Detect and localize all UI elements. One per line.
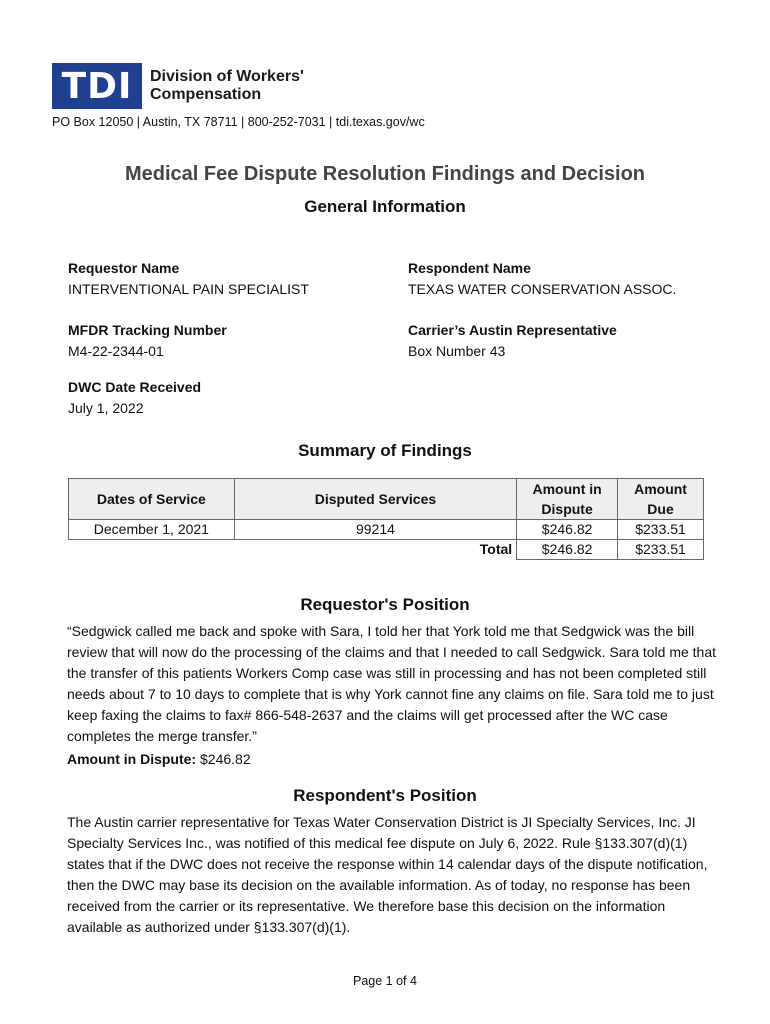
cell-service: 99214 [234,520,516,540]
respondent-position-text: The Austin carrier representative for Texas Water Conservation District is JI Specialty Services, Inc. JI Specialty Services Inc., was notified of this medical fee dispute on July 6, 2022. Rule §133.307(d)(1) states that if the DWC does not receive the response within 14 calendar days of the dispute notification, then the DWC may base its decision on the available information. As of today, no response has been received from the carrier or its representative. We therefore base this decision on the information available as authorized under §133.307(d)(1). [67,814,708,935]
total-due: $233.51 [618,540,704,560]
carrier-representative-label: Carrier’s Austin Representative [408,322,617,338]
tracking-number-field [68,320,227,362]
amount-in-dispute-label: Amount in Dispute: [67,751,197,767]
total-row [69,540,704,560]
total-spacer [69,540,235,560]
requestor-name-label: Requestor Name [68,260,180,276]
tracking-number-label: MFDR Tracking Number [68,322,227,338]
requestor-name-value: INTERVENTIONAL PAIN SPECIALIST [68,281,309,297]
agency-address: PO Box 12050 | Austin, TX 78711 | 800-252-7031 | tdi.texas.gov/wc [52,115,425,129]
tdi-logo [52,63,304,109]
cell-dispute: $246.82 [517,520,618,540]
requestor-position-heading: Requestor's Position [300,595,470,614]
findings-header-row [69,479,704,520]
summary-of-findings-heading: Summary of Findings [298,441,472,460]
date-received-label: DWC Date Received [68,379,202,395]
requestor-name-field [68,258,309,300]
cell-date: December 1, 2021 [69,520,235,540]
findings-table [68,478,704,560]
division-name-line2: Compensation [150,86,262,103]
column-header-services: Disputed Services [234,479,516,520]
page-number: Page 1 of 4 [353,974,417,988]
date-received-value: July 1, 2022 [68,400,144,416]
respondent-name-value: TEXAS WATER CONSERVATION ASSOC. [408,281,677,297]
carrier-representative-field [408,320,617,362]
carrier-representative-value: Box Number 43 [408,343,506,359]
division-name [150,68,304,104]
total-dispute: $246.82 [517,540,618,560]
total-label: Total [479,541,513,558]
document-title: Medical Fee Dispute Resolution Findings and Decision [124,163,646,185]
respondent-position-heading: Respondent's Position [293,786,477,805]
column-header-dates: Dates of Service [69,479,235,520]
cell-due: $233.51 [618,520,704,540]
column-header-amount-dispute: Amount in Dispute [517,479,618,520]
amount-in-dispute-line [67,749,717,770]
date-received-field [68,377,201,419]
requestor-position-text: “Sedgwick called me back and spoke with Sara, I told her that York told me that Sedgwick was the bill review that will now do the processing of the claims and that I needed to call Sedgwick. Sara told me that the transfer of this patients Workers Comp case was still in processing and has not been completed still needs about 7 to 10 days to complete that is why York cannot fine any claims on file. Sara told me to just keep faxing the claims to fax# 866-548-2637 and the claims will get processed after the WC case completes the merge transfer.” [67,623,717,744]
tracking-number-value: M4-22-2344-01 [68,343,164,359]
respondent-name-label: Respondent Name [408,260,531,276]
column-header-amount-due: Amount Due [618,479,704,520]
division-name-line1: Division of Workers' [150,68,304,85]
amount-in-dispute-value: $246.82 [200,751,251,767]
general-information-heading: General Information [304,197,466,216]
table-row [69,520,704,540]
tdi-logo-mark: TDI [52,63,142,109]
respondent-name-field [408,258,676,300]
